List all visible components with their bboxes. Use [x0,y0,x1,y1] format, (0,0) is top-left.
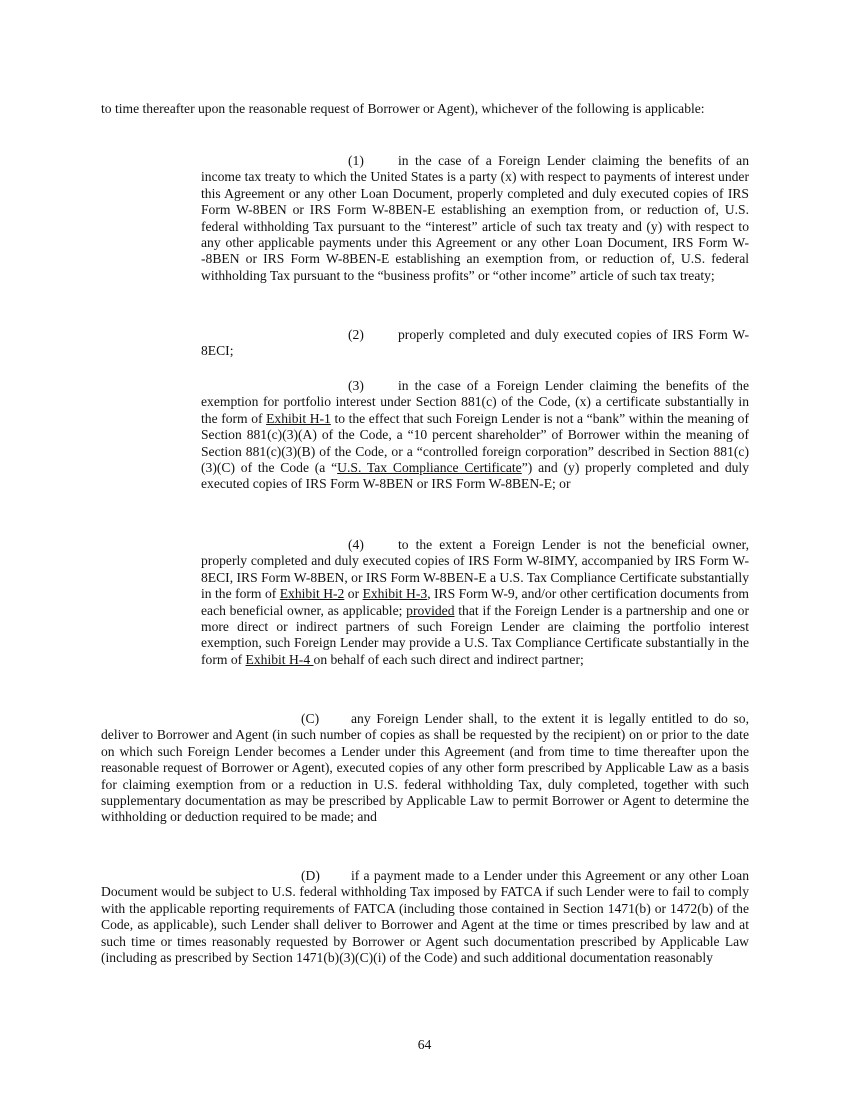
page-number: 64 [417,1037,432,1052]
intro-paragraph [101,101,749,117]
item-3-text-a: in the case of a Foreign Lender claiming the benefits of the exemption for portfolio interest under Section 881(c) of the Code, (x) a certificate substantially in the form of [201,378,749,426]
exhibit-h1-reference: Exhibit H-1 [266,410,331,426]
clause-d-paragraph [101,868,749,966]
item-3-text-b: to the effect that such Foreign Lender is not a “bank” within the meaning of Section 881(c)(3)(A) of the Code, a “10 percent shareholder” of Borrower within the meaning of Section 881(c)(3)(B) of the Code, or a “controlled foreign corporation” described in Section 881(c)(3)(C) of the Code (a “ [201,410,749,476]
item-2-paragraph [201,327,749,360]
exhibit-h3-reference: Exhibit H-3 [362,586,428,602]
item-4-text-d: that if the Foreign Lender is a partnership and one or more direct or indirect partners of such Foreign Lender are claiming the portfolio interest exemption, such Foreign Lender may provide a U.S. Tax Compliance Certificate substantially in the form of [201,602,749,667]
item-4-text-c: , IRS Form W-9, and/or other certification documents from each beneficial owner, as applicable; [201,586,749,618]
item-1-text: in the case of a Foreign Lender claiming the benefits of an income tax treaty to which the United States is a party (x) with respect to payments of interest under this Agreement or any other Loan Document, properly completed and duly executed copies of IRS Form W-8BEN or IRS Form W-8BEN-E establishing an exemption from, or reduction of, U.S. federal withholding Tax pursuant to the “interest” article of such tax treaty and (y) with respect to any other applicable payments under this Agreement or any other Loan Document, IRS Form W--8BEN or IRS Form W-8BEN-E establishing an exemption from, or reduction of, U.S. federal withholding Tax pursuant to the “business profits” or “other income” article of such tax treaty; [201,153,749,283]
item-4-number: (4) [348,537,364,552]
item-3-number: (3) [348,378,364,393]
item-4-paragraph [201,537,749,668]
item-1-paragraph [201,153,749,284]
item-4-text-b: or [344,586,363,602]
item-3-text-c: ”) and (y) properly completed and duly executed copies of IRS Form W-8BEN or IRS Form W-8BEN-E; or [201,460,749,492]
clause-d-text: if a payment made to a Lender under this Agreement or any other Loan Document would be subject to U.S. federal withholding Tax imposed by FATCA if such Lender were to fail to comply with the applicable reporting requirements of FATCA (including those contained in Section 1471(b) or 1472(b) of the Code, as applicable), such Lender shall deliver to Borrower and Agent at the time or times prescribed by law and at such time or times reasonably requested by Borrower or Agent such documentation prescribed by Applicable Law (including as prescribed by Section 1471(b)(3)(C)(i) of the Code) and such additional documentation reasonably [101,868,749,966]
clause-c-paragraph [101,711,749,826]
item-1-number: (1) [348,153,364,168]
item-2-number: (2) [348,327,364,342]
provided-term: provided [406,602,455,618]
us-tax-compliance-certificate-term: U.S. Tax Compliance Certificate [337,460,522,476]
clause-c-text: any Foreign Lender shall, to the extent it is legally entitled to do so, deliver to Borrower and Agent (in such number of copies as shall be requested by the recipient) on or prior to the date on which such Foreign Lender becomes a Lender under this Agreement (and from time to time thereafter upon the reasonable request of Borrower or Agent), executed copies of any other form prescribed by Applicable Law as a basis for claiming exemption from or a reduction in U.S. federal withholding Tax, duly completed, together with such supplementary documentation as may be prescribed by Applicable Law to permit Borrower or Agent to determine the withholding or deduction required to be made; and [101,711,749,825]
clause-c-number: (C) [301,711,320,726]
item-4-text-e: on behalf of each such direct and indirect partner; [313,651,584,667]
item-2-text: properly completed and duly executed copies of IRS Form W-8ECI; [201,327,749,359]
clause-d-number: (D) [301,868,320,883]
exhibit-h2-reference: Exhibit H-2 [279,586,345,602]
item-3-paragraph [201,378,749,493]
intro-text: to time thereafter upon the reasonable request of Borrower or Agent), whichever of the following is applicable: [101,101,705,116]
item-4-text-a: to the extent a Foreign Lender is not the beneficial owner, properly completed and duly executed copies of IRS Form W-8IMY, accompanied by IRS Form W-8ECI, IRS Form W-8BEN, or IRS Form W-8BEN-E a U.S. Tax Compliance Certificate substantially in the form of [201,537,749,602]
exhibit-h4-reference: Exhibit H-4 [245,651,314,667]
